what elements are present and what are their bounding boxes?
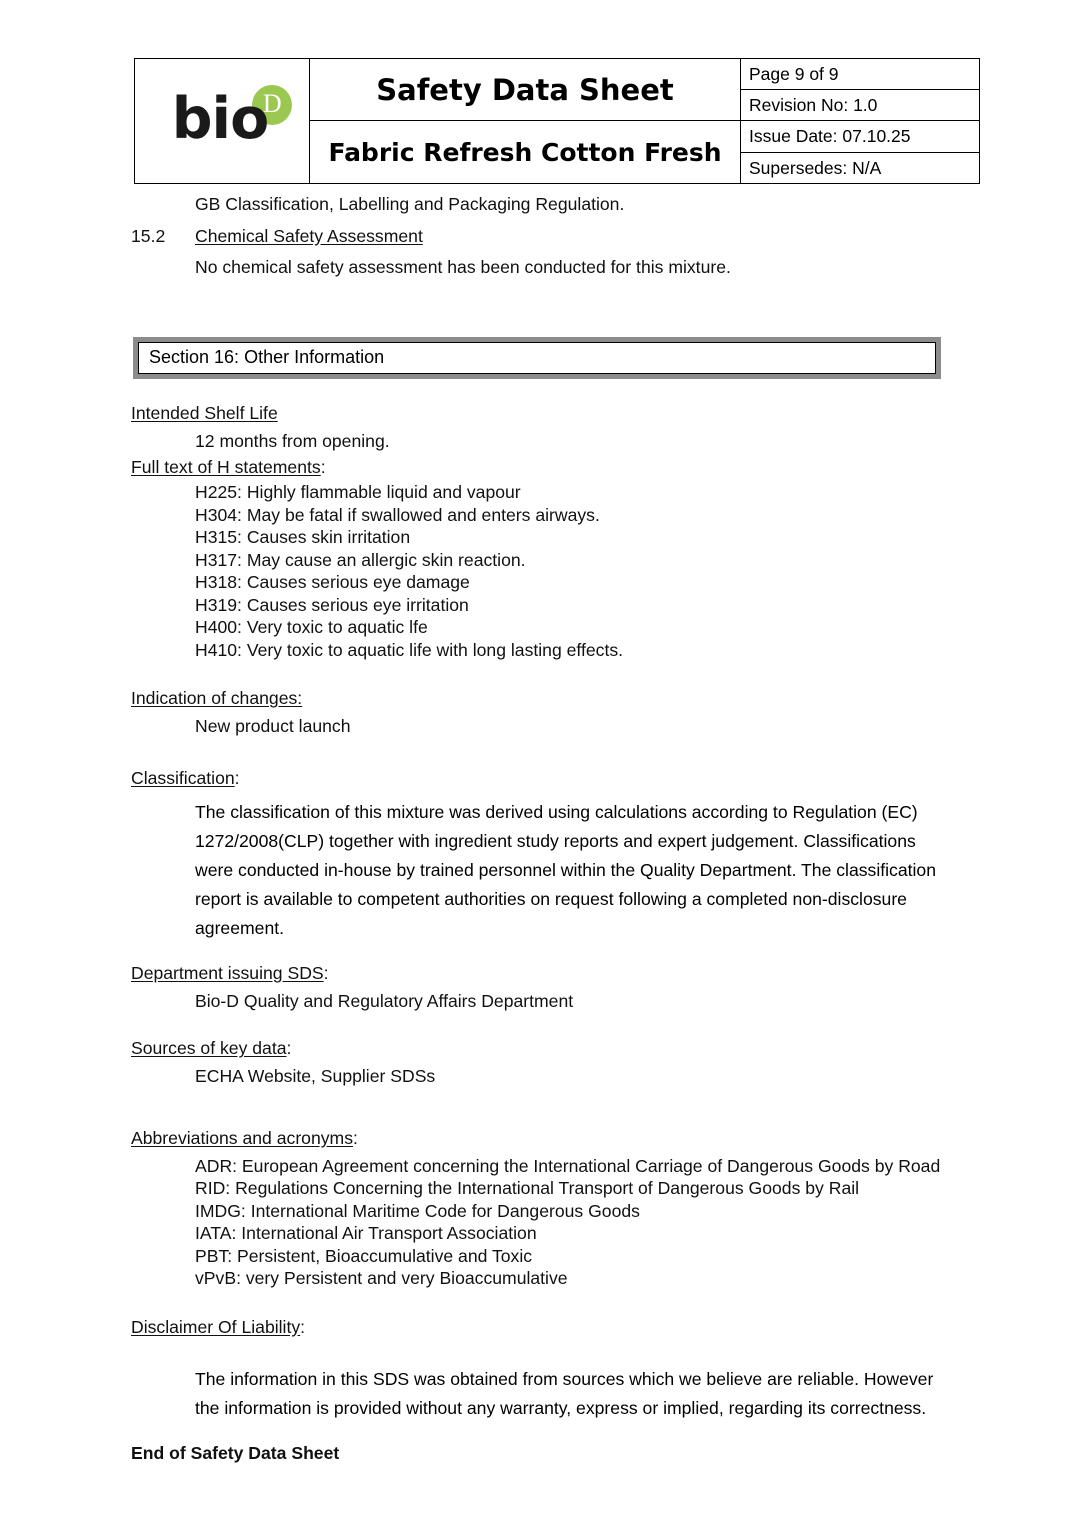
department-heading (131, 962, 1080, 993)
sources-heading-colon: : (286, 1038, 292, 1059)
indication-of-changes-body: New product launch (195, 716, 351, 737)
h-statement-item: H315: Causes skin irritation (195, 527, 411, 548)
sources-body: ECHA Website, Supplier SDSs (195, 1066, 436, 1087)
product-name: Fabric Refresh Cotton Fresh (328, 137, 722, 167)
shelf-life-body: 12 months from opening. (195, 431, 390, 452)
h-statements-heading (131, 456, 1080, 485)
bio-d-logo (171, 85, 282, 152)
sources-heading (131, 1040, 1080, 1068)
meta-page: Page 9 of 9 (741, 59, 980, 90)
h-statements-heading-text: Full text of H statements (131, 456, 321, 477)
indication-of-changes-heading (131, 690, 1080, 718)
h-statement-item: H304: May be fatal if swallowed and enters airways. (195, 504, 600, 525)
logo-badge-letter: D (262, 88, 282, 118)
section-15-2-number: 15.2 (131, 225, 166, 246)
meta-revision: Revision No: 1.0 (741, 90, 980, 121)
gb-regulation-line: GB Classification, Labelling and Packaging Regulation. (195, 194, 625, 214)
h-statement-item: H400: Very toxic to aquatic lfe (195, 617, 428, 638)
section-15-2-body: No chemical safety assessment has been conducted for this mixture. (195, 257, 731, 277)
h-statement-item: H317: May cause an allergic skin reaction. (195, 549, 526, 570)
end-of-sds-text: End of Safety Data Sheet (131, 1442, 340, 1463)
shelf-life-heading-text: Intended Shelf Life (131, 403, 278, 424)
indication-of-changes-heading-text: Indication of changes: (131, 688, 303, 709)
disclaimer-heading (131, 1316, 1080, 1347)
title-main-cell (310, 59, 741, 121)
h-statement-item: H318: Causes serious eye damage (195, 572, 470, 593)
classification-heading-text: Classification (131, 767, 235, 788)
logo-cell (135, 59, 310, 184)
document-body (0, 196, 1080, 1470)
section-15-2-label: Chemical Safety Assessment (195, 225, 423, 246)
abbreviation-item: IATA: International Air Transport Association (195, 1223, 537, 1244)
h-statements-heading-colon: : (320, 456, 326, 477)
department-body: Bio-D Quality and Regulatory Affairs Department (195, 990, 574, 1011)
abbreviation-item: IMDG: International Maritime Code for Dangerous Goods (195, 1200, 640, 1221)
meta-issue-date: Issue Date: 07.10.25 (741, 121, 980, 153)
abbreviation-item: RID: Regulations Concerning the International Transport of Dangerous Goods by Rail (195, 1178, 860, 1199)
classification-heading-colon: : (234, 767, 240, 788)
abbreviation-item: PBT: Persistent, Bioaccumulative and Toxic (195, 1245, 533, 1266)
title-sub-cell (310, 121, 741, 184)
classification-body: The classification of this mixture was derived using calculations according to Regulation (EC) 1272/2008(CLP) together with ingredient study reports and expert judgement. Classifications were conducted in-house by trained personnel within the Quality Department. The classification report is available to competent authorities on request following a completed non-disclosure agreement. (195, 801, 936, 938)
disclaimer-heading-colon: : (300, 1316, 306, 1337)
shelf-life-heading (131, 405, 1080, 433)
logo-wordmark: bio (171, 85, 269, 152)
h-statement-item: H319: Causes serious eye irritation (195, 594, 469, 615)
h-statement-item: H225: Highly flammable liquid and vapour (195, 482, 521, 503)
disclaimer-body: The information in this SDS was obtained from sources which we believe are reliable. However the information is provided without any warranty, express or implied, regarding its correctness. (195, 1368, 934, 1418)
abbreviations-heading-text: Abbreviations and acronyms (131, 1127, 353, 1148)
abbreviations-heading (131, 1127, 1080, 1158)
section-16-header-box (133, 337, 941, 380)
department-heading-text: Department issuing SDS (131, 962, 324, 983)
disclaimer-heading-text: Disclaimer Of Liability (131, 1316, 301, 1337)
document-header-table (134, 58, 980, 184)
section-16-heading: Section 16: Other Information (138, 342, 936, 375)
department-heading-colon: : (323, 962, 329, 983)
classification-heading (131, 767, 1080, 798)
document-title: Safety Data Sheet (376, 72, 674, 107)
h-statement-item: H410: Very toxic to aquatic life with long lasting effects. (195, 639, 624, 660)
meta-supersedes: Supersedes: N/A (741, 153, 980, 184)
section-15-2-row (131, 225, 1080, 254)
abbreviation-item: vPvB: very Persistent and very Bioaccumulative (195, 1268, 568, 1289)
abbreviation-item: ADR: European Agreement concerning the International Carriage of Dangerous Goods by Road (195, 1155, 941, 1176)
abbreviations-heading-colon: : (353, 1127, 358, 1148)
sources-heading-text: Sources of key data (131, 1038, 287, 1059)
